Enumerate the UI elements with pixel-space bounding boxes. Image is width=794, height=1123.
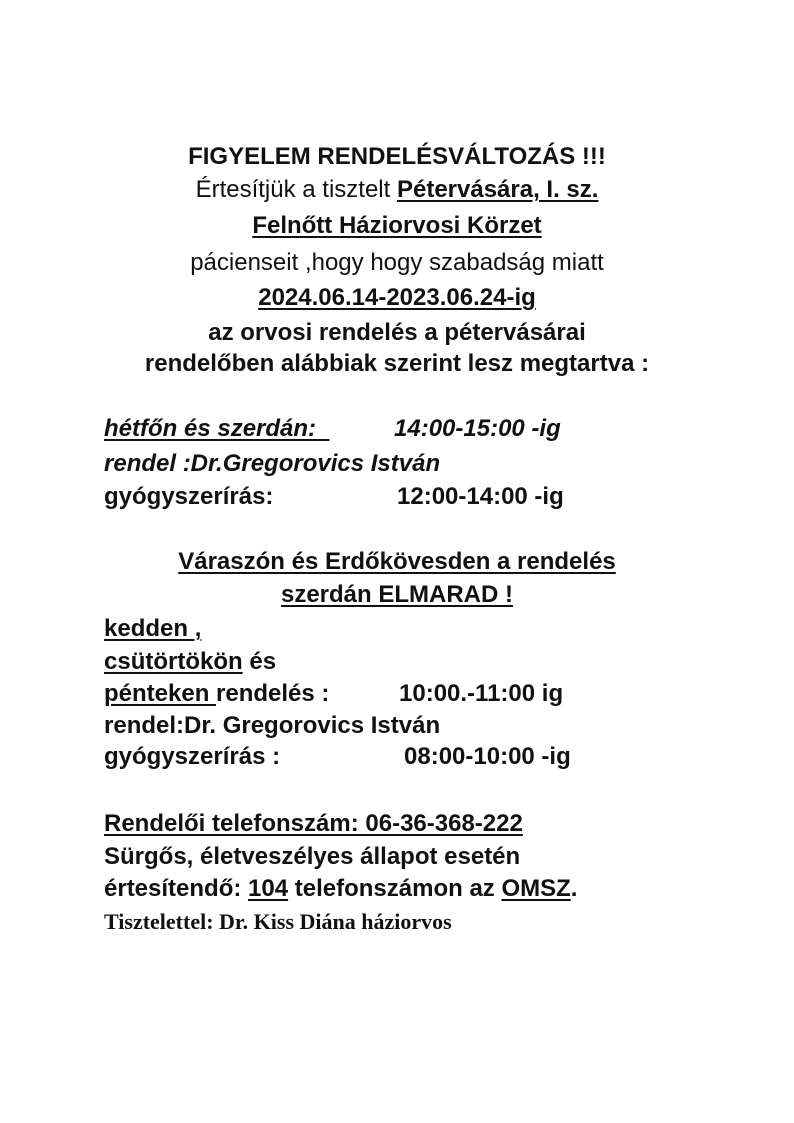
day-thursday-line bbox=[104, 647, 276, 677]
notify-mid: telefonszámon az bbox=[288, 875, 502, 902]
practice-name-text: Felnőtt Háziorvosi Körzet bbox=[252, 212, 542, 239]
date-range-text: 2024.06.14-2023.06.24-ig bbox=[258, 284, 536, 311]
mon-wed-hours-text: 14:00-15:00 -ig bbox=[394, 415, 561, 442]
notice-title bbox=[0, 142, 794, 172]
mon-wed-rx-hours-text: 12:00-14:00 -ig bbox=[397, 483, 564, 510]
mon-wed-hours bbox=[394, 414, 561, 444]
tue-thu-fri-rx-label bbox=[104, 742, 280, 772]
practice-place: Pétervására, I. sz. bbox=[396, 176, 599, 203]
tue-thu-fri-rx-hours bbox=[404, 742, 571, 772]
day-tuesday bbox=[104, 614, 201, 644]
consult-hours-text: 10:00.-11:00 ig bbox=[399, 680, 564, 707]
mon-wed-doctor bbox=[104, 449, 440, 479]
intro-line-5-text: az orvosi rendelés a pétervásárai bbox=[208, 319, 586, 346]
day-friday: pénteken bbox=[104, 680, 217, 707]
notify-pre: értesítendő: bbox=[104, 875, 249, 902]
intro-line-1 bbox=[0, 175, 794, 205]
practice-name bbox=[0, 211, 794, 241]
date-range bbox=[0, 283, 794, 313]
emergency-number: 104 bbox=[248, 875, 289, 902]
mon-wed-underline-gap bbox=[316, 415, 329, 442]
notify-line bbox=[104, 874, 577, 904]
emergency-service: OMSZ bbox=[501, 875, 571, 902]
mon-wed-rx-label bbox=[104, 482, 273, 512]
day-friday-line bbox=[104, 679, 329, 709]
intro-line-1-text: Értesítjük a tisztelt bbox=[195, 176, 397, 203]
tue-thu-fri-doctor-text: rendel:Dr. Gregorovics István bbox=[104, 712, 441, 739]
cancel-notice-line-1-text: Váraszón és Erdőkövesden a rendelés bbox=[178, 548, 616, 575]
cancel-notice-line-2-text: szerdán ELMARAD ! bbox=[280, 581, 514, 608]
intro-line-5 bbox=[0, 318, 794, 348]
cancel-notice-line-1 bbox=[0, 547, 794, 577]
tue-thu-fri-rx-hours-text: 08:00-10:00 -ig bbox=[404, 743, 571, 770]
tue-thu-fri-rx-label-text: gyógyszerírás : bbox=[104, 743, 281, 770]
urgent-line bbox=[104, 842, 520, 872]
office-phone-text: Rendelői telefonszám: 06-36-368-222 bbox=[104, 810, 523, 837]
mon-wed-rx-hours bbox=[397, 482, 564, 512]
intro-line-6 bbox=[0, 349, 794, 379]
day-tuesday-text: kedden , bbox=[104, 615, 202, 642]
day-thursday: csütörtökön bbox=[104, 648, 243, 675]
consult-hours bbox=[399, 679, 563, 709]
mon-wed-days bbox=[104, 414, 329, 444]
office-phone bbox=[104, 809, 523, 839]
day-thursday-suffix: és bbox=[242, 648, 277, 675]
urgent-line-text: Sürgős, életveszélyes állapot esetén bbox=[104, 843, 521, 870]
intro-line-3 bbox=[0, 248, 794, 278]
signature-text: Tisztelettel: Dr. Kiss Diána háziorvos bbox=[104, 909, 452, 934]
signature bbox=[104, 907, 452, 937]
mon-wed-days-label: hétfőn és szerdán: bbox=[104, 415, 317, 442]
cancel-notice-line-2 bbox=[0, 580, 794, 610]
mon-wed-doctor-text: rendel :Dr.Gregorovics István bbox=[104, 450, 441, 477]
notify-end: . bbox=[570, 875, 578, 902]
consult-label: rendelés : bbox=[216, 680, 330, 707]
mon-wed-rx-label-text: gyógyszerírás: bbox=[104, 483, 274, 510]
intro-line-6-text: rendelőben alábbiak szerint lesz megtartva : bbox=[144, 350, 650, 377]
tue-thu-fri-doctor bbox=[104, 711, 440, 741]
notice-title-text: FIGYELEM RENDELÉSVÁLTOZÁS !!! bbox=[188, 143, 606, 170]
intro-line-3-text: pácienseit ,hogy hogy szabadság miatt bbox=[190, 249, 604, 276]
